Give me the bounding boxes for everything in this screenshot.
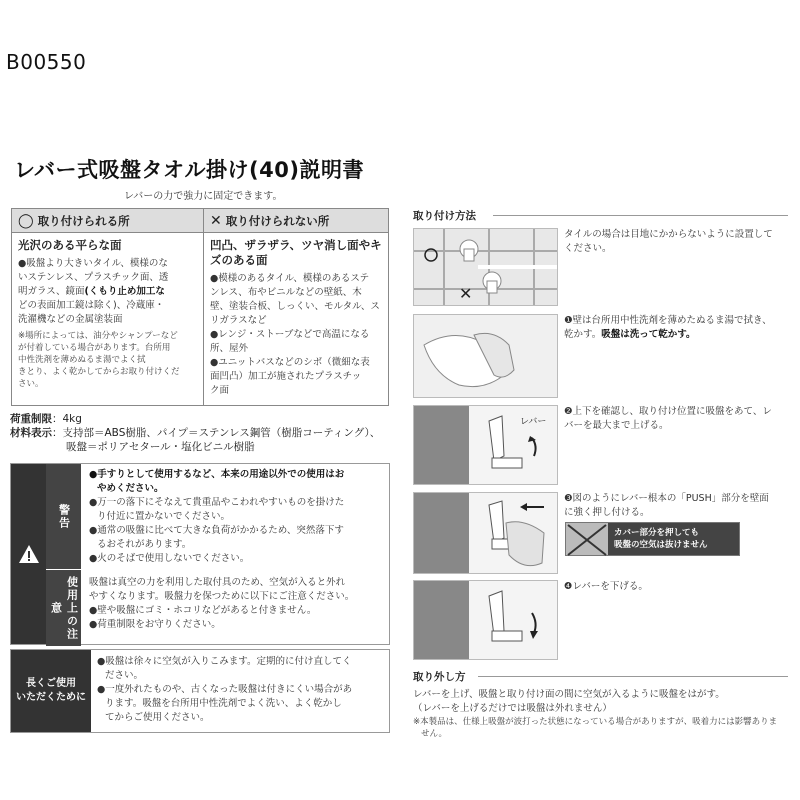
- tile-illustration: [413, 228, 558, 306]
- ng-line: ●レンジ・ストーブなどで高温になる: [210, 329, 370, 340]
- ng-line: ●模様のあるタイル、模様のあるステ: [210, 273, 370, 284]
- removal-line: （レバーを上げるだけでは吸盤は外れません）: [413, 703, 612, 714]
- load-limit-value: ：4kg: [52, 413, 82, 425]
- caution-text: [89, 576, 385, 632]
- cover-note-line: カバー部分を押しても: [614, 528, 700, 538]
- ng-header-label: 取り付けられない所: [225, 213, 330, 228]
- tile-note-line: ください。: [564, 243, 612, 254]
- ok-line: ●吸盤より大きいタイル、模様のな: [18, 258, 168, 269]
- caution-line: ●壁や吸盤にゴミ・ホコリなどがあると付きません。: [89, 605, 317, 616]
- warning-line: ●万一の落下にそなえて貴重品やこわれやすいものを掛けた: [89, 497, 345, 508]
- step2-line: バーを最大まで上げる。: [564, 420, 669, 431]
- ok-note-line: さい。: [18, 379, 44, 389]
- material: [10, 426, 380, 440]
- warning-line: やめください。: [97, 483, 164, 494]
- caution-line: 吸盤は真空の力を利用した取付具のため、空気が入ると外れ: [89, 577, 346, 588]
- removal-note: ※本製品は、仕様上吸盤が波打った状態になっている場合がありますが、吸着力には影響ありま: [413, 717, 778, 727]
- step3-text: [564, 492, 786, 520]
- warning-line: ●火のそばで使用しないでください。: [89, 553, 250, 564]
- step4-text: ❹レバーを下げる。: [564, 581, 648, 592]
- ok-line: いステンレス、プラスチック面、透: [18, 272, 169, 283]
- removal-text: [413, 688, 788, 740]
- warning-line: ●手すりとして使用するなど、本来の用途以外での使用はお: [89, 469, 345, 480]
- ok-column: [12, 209, 204, 405]
- caution-label: 使用上の注意: [46, 570, 81, 646]
- lever-label: レバー: [520, 417, 547, 427]
- step1-line: ❶壁は台所用中性洗剤を薄めたぬるま湯で拭き、: [564, 315, 772, 326]
- ok-line-part: 明ガラス、鏡面: [18, 286, 85, 297]
- warning-box: [10, 463, 390, 645]
- care-line: てからご使用ください。: [105, 712, 210, 723]
- ok-line: どの表面加工鏡は除く)、冷蔵庫・: [18, 300, 165, 311]
- product-code: B00550: [6, 50, 87, 74]
- care-text: [97, 655, 385, 725]
- spec-block: [10, 412, 380, 454]
- ng-line: ●ユニットバスなどのシボ（微細な表: [210, 357, 370, 368]
- care-line: ります。吸盤を台所用中性洗剤でよく洗い、よく乾かし: [105, 698, 342, 709]
- warning-line: り付近に置かないでください。: [97, 511, 231, 522]
- ok-note: [12, 327, 203, 390]
- ng-line: 面凹凸）加工が施されたプラスチッ: [210, 371, 362, 382]
- step2-text: [564, 405, 786, 433]
- step3-line: に強く押し付ける。: [564, 507, 650, 518]
- warning-label: 警告: [46, 464, 81, 570]
- removal-divider: [478, 676, 788, 677]
- ok-line: 洗濯機などの金属塗装面: [18, 314, 123, 325]
- warning-icon: [11, 464, 46, 644]
- surface-table: [11, 208, 389, 406]
- ng-list: [204, 270, 388, 398]
- warning-line: るおそれがあります。: [97, 539, 192, 550]
- ng-line: リガラスなど: [210, 315, 267, 326]
- ok-header-label: 取り付けられる所: [37, 213, 130, 228]
- material-label: 材料表示: [10, 427, 52, 439]
- load-limit-label: 荷重制限: [10, 413, 52, 425]
- care-label-line: 長くご使用: [26, 678, 76, 689]
- tile-note-line: タイルの場合は目地にかからないように設置して: [564, 229, 773, 240]
- care-line: ●吸盤は徐々に空気が入りこみます。定期的に付け直してく: [97, 656, 352, 667]
- care-label: [11, 650, 91, 732]
- page-subtitle: レバーの力で強力に固定できます。: [124, 191, 283, 202]
- ok-note-line: ※場所によっては、油分やシャンプーなど: [18, 331, 178, 341]
- page-title: レバー式吸盤タオル掛け(40)説明書: [14, 158, 364, 182]
- ng-line: 壁、塗装合板、しっくい、モルタル、ス: [210, 301, 380, 312]
- ng-header: [204, 209, 388, 233]
- ng-line: ク面: [210, 385, 230, 396]
- caution-line: ●荷重制限をお守りください。: [89, 619, 221, 630]
- ok-line: [18, 285, 197, 299]
- care-line: ●一度外れたものや、古くなった吸盤は付きにくい場合があ: [97, 684, 353, 695]
- cover-note-badge: [565, 522, 740, 556]
- ng-line: ンレス、布やビニルなどの壁紙、木: [210, 287, 362, 298]
- cover-note-text: [608, 527, 708, 551]
- removal-note: せん。: [421, 729, 448, 739]
- tile-note: [564, 228, 786, 256]
- ok-surface: 光沢のある平らな面: [18, 238, 122, 252]
- care-line: ださい。: [105, 670, 144, 681]
- material-value: ：支持部＝ABS樹脂、パイプ＝ステンレス鋼管（樹脂コーティング）、: [52, 427, 381, 439]
- removal-line: レバーを上げ、吸盤と取り付け面の間に空気が入るように吸盤をはがす。: [413, 689, 725, 700]
- circle-icon: ◯: [18, 212, 34, 229]
- ok-header: [12, 209, 203, 233]
- step1-text: [564, 314, 786, 342]
- install-heading: 取り付け方法: [413, 210, 476, 222]
- step3-line: ❸図のようにレバー根本の「PUSH」部分を壁面: [564, 493, 769, 504]
- removal-heading: 取り外し方: [413, 671, 466, 683]
- cover-note-line: 吸盤の空気は抜けません: [614, 540, 708, 550]
- ng-surface: [204, 233, 388, 270]
- ng-surface-line: ズのある面: [210, 253, 268, 267]
- cover-crossed-icon: [566, 523, 608, 555]
- load-limit: [10, 412, 380, 426]
- step2-illustration: [413, 405, 558, 485]
- ng-column: [204, 209, 388, 405]
- care-box: [10, 649, 390, 733]
- step3-illustration: [413, 492, 558, 574]
- ok-note-line: 中性洗剤を薄めぬるま湯でよく拭: [18, 355, 146, 365]
- install-divider: [493, 215, 788, 216]
- care-label-line: いただくために: [16, 692, 86, 703]
- step1-line: 乾かす。吸盤は洗って乾かす。: [564, 329, 696, 340]
- ng-surface-line: 凹凸、ザラザラ、ツヤ消し面やキ: [210, 238, 382, 252]
- ok-note-line: きとり、よく乾かしてからお取り付けくだ: [18, 367, 180, 377]
- warning-line: ●通常の吸盤に比べて大きな負荷がかかるため、突然落下す: [89, 525, 344, 536]
- ok-note-line: が付着している場合があります。台所用: [18, 343, 171, 353]
- step1-illustration: [413, 314, 558, 398]
- material-cont: 吸盤＝ポリアセタール・塩化ビニル樹脂: [66, 441, 255, 453]
- svg-text:✕: ✕: [459, 284, 473, 303]
- caution-line: やすくなります。吸盤力を保つために以下にご注意ください。: [89, 591, 355, 602]
- step4-illustration: [413, 580, 558, 660]
- ng-line: 所、屋外: [210, 343, 249, 354]
- cross-icon: ✕: [210, 212, 222, 229]
- ok-list: [12, 255, 203, 327]
- step2-line: ❷上下を確認し、取り付け位置に吸盤をあて、レ: [564, 406, 772, 417]
- ok-line-emphasis: (くもり止め加工な: [84, 286, 165, 297]
- warning-text: [89, 468, 385, 566]
